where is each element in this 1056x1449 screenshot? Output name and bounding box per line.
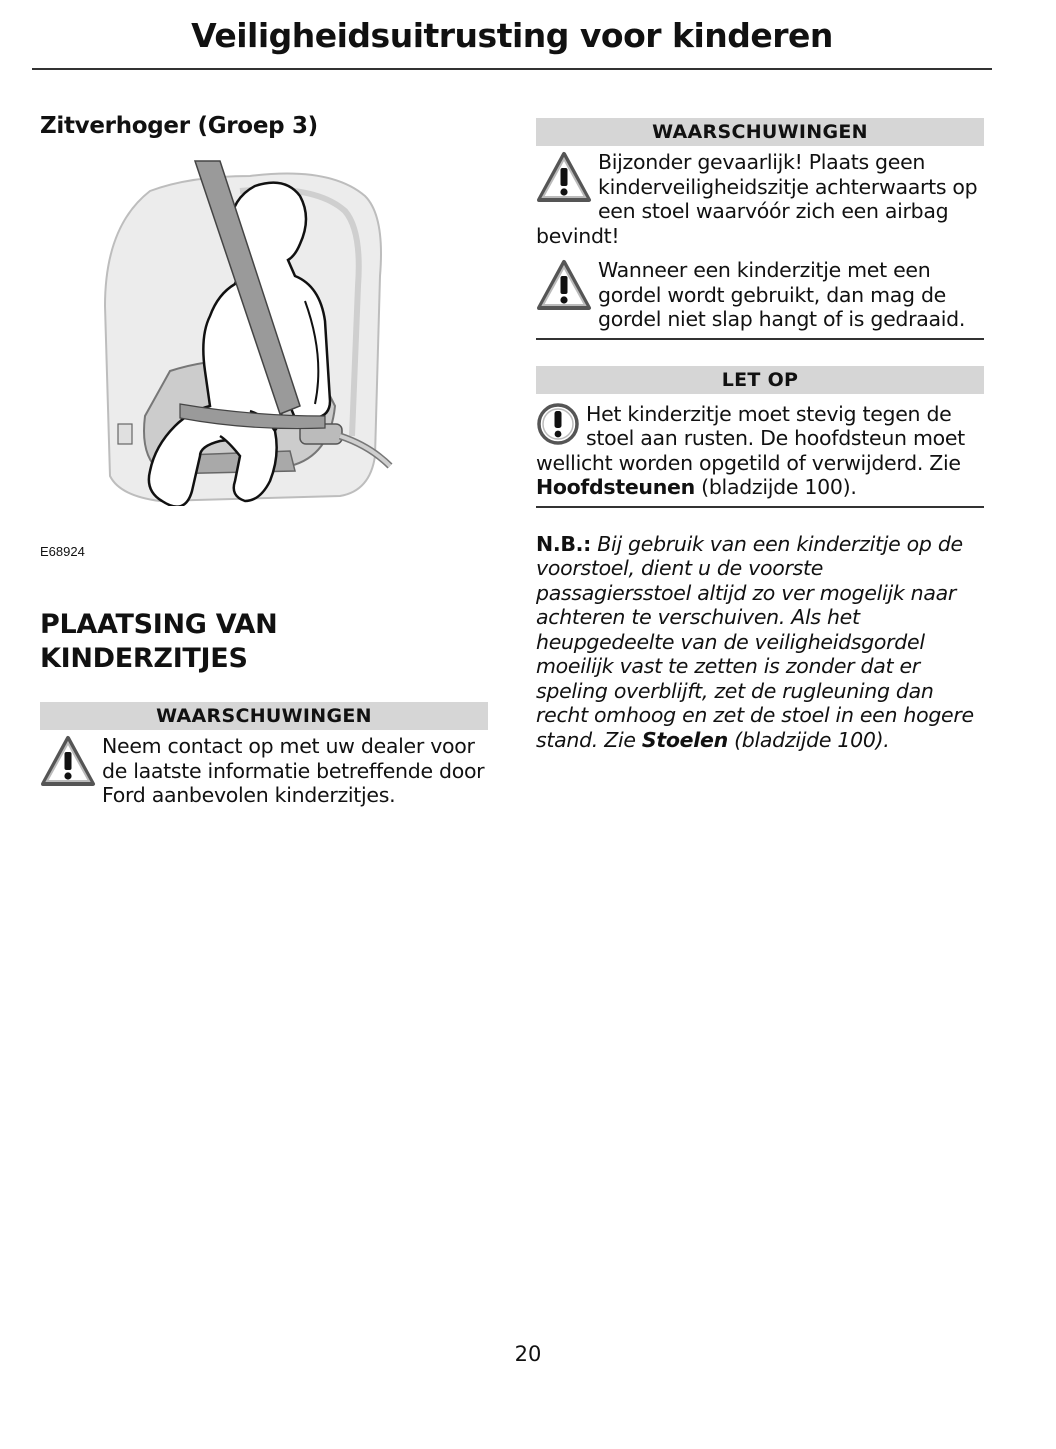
caution-reference[interactable]: Hoofdsteunen bbox=[536, 475, 695, 499]
warnings-divider bbox=[536, 338, 984, 340]
left-column bbox=[40, 110, 488, 808]
note-reference[interactable]: Stoelen bbox=[641, 727, 728, 752]
warning-triangle-icon bbox=[536, 258, 592, 314]
section-heading bbox=[40, 608, 488, 676]
warning-text-airbag: Bijzonder gevaarlijk! Plaats geen kinderveiligheidszitje achterwaarts op een stoel waarvóór zich een airbag bevindt! bbox=[536, 150, 978, 248]
warning-triangle-icon bbox=[40, 734, 96, 790]
caution-divider bbox=[536, 506, 984, 508]
page-number: 20 bbox=[514, 1342, 542, 1366]
warning-notice-belt bbox=[536, 258, 984, 332]
page-header bbox=[32, 14, 992, 58]
right-column bbox=[536, 118, 984, 752]
note-page-ref: (bladzijde 100). bbox=[727, 727, 890, 752]
caution-text bbox=[536, 402, 984, 500]
caution-body: Het kinderzitje moet stevig tegen de stoel aan rusten. De hoofdsteun moet wellicht worden opgetild of verwijderd. Zie bbox=[536, 401, 965, 475]
warnings-title-right: WAARSCHUWINGEN bbox=[536, 118, 984, 146]
warning-notice-airbag bbox=[536, 150, 984, 248]
page-title: Veiligheidsuitrusting voor kinderen bbox=[191, 16, 833, 55]
caution-title: LET OP bbox=[536, 366, 984, 394]
note-paragraph bbox=[536, 532, 984, 753]
section-heading-line1: PLAATSING VAN bbox=[40, 609, 278, 640]
caution-notice bbox=[536, 402, 984, 500]
booster-seat-figure bbox=[40, 152, 488, 572]
child-booster-seat-illustration bbox=[100, 156, 430, 506]
warnings-title-left: WAARSCHUWINGEN bbox=[40, 702, 488, 730]
warning-triangle-icon bbox=[536, 150, 592, 206]
warning-notice-left bbox=[40, 734, 488, 808]
caution-page-ref: (bladzijde 100). bbox=[694, 475, 857, 499]
section-heading-line2: KINDERZITJES bbox=[40, 643, 248, 674]
warning-text-belt: Wanneer een kinderzitje met een gordel wordt gebruikt, dan mag de gordel niet slap hangt of is gedraaid. bbox=[598, 258, 966, 331]
header-divider bbox=[32, 68, 992, 70]
booster-seat-heading: Zitverhoger (Groep 3) bbox=[40, 113, 318, 139]
figure-code: E68924 bbox=[40, 544, 85, 559]
note-text: Bij gebruik van een kinderzitje op de voorstoel, dient u de voorste passagiersstoel altijd zo ver mogelijk naar achteren te verschuiven. Als het heupgedeelte van de veiligheidsgordel moeilijk vast te zetten is zonder dat er speling overblijft, zet de rugleuning dan recht omhoog en zet de stoel in een hogere stand. Zie bbox=[536, 531, 974, 752]
note-label: N.B.: bbox=[536, 531, 592, 556]
caution-exclamation-icon bbox=[536, 402, 580, 446]
warning-text-left: Neem contact op met uw dealer voor de laatste informatie betreffende door Ford aanbevolen kinderzitjes. bbox=[102, 734, 485, 807]
